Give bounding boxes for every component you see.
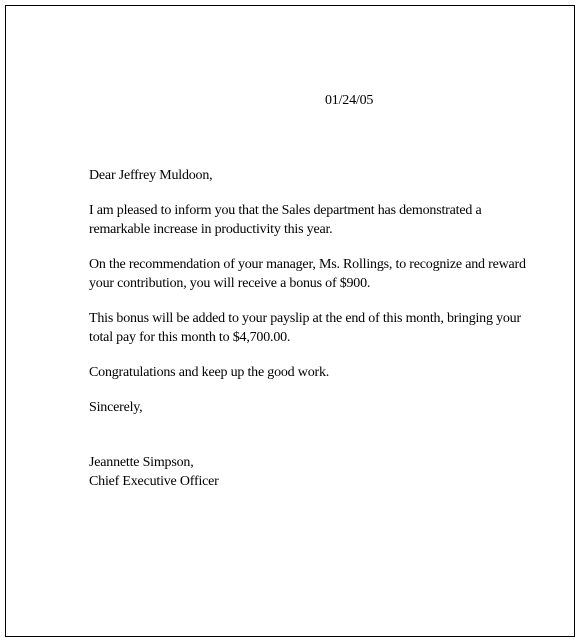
salutation: Dear Jeffrey Muldoon, bbox=[89, 168, 213, 183]
paragraph-congratulations: Congratulations and keep up the good work. bbox=[89, 365, 330, 380]
letter-page bbox=[5, 5, 575, 637]
signer-name: Jeannette Simpson, bbox=[89, 455, 194, 470]
paragraph-bonus: On the recommendation of your manager, Ms. Rollings, to recognize and reward your contribution, you will receive a bonus of $900. bbox=[89, 257, 526, 291]
signature-block bbox=[89, 453, 539, 491]
paragraph-payslip: This bonus will be added to your payslip at the end of this month, bringing your total pay for this month to $4,700.00. bbox=[89, 311, 521, 345]
letter-body bbox=[89, 166, 539, 491]
signer-title: Chief Executive Officer bbox=[89, 474, 219, 489]
letter-date: 01/24/05 bbox=[325, 93, 374, 108]
paragraph-sales-increase: I am pleased to inform you that the Sales department has demonstrated a remarkable increase in productivity this year. bbox=[89, 203, 482, 237]
closing: Sincerely, bbox=[89, 400, 143, 415]
